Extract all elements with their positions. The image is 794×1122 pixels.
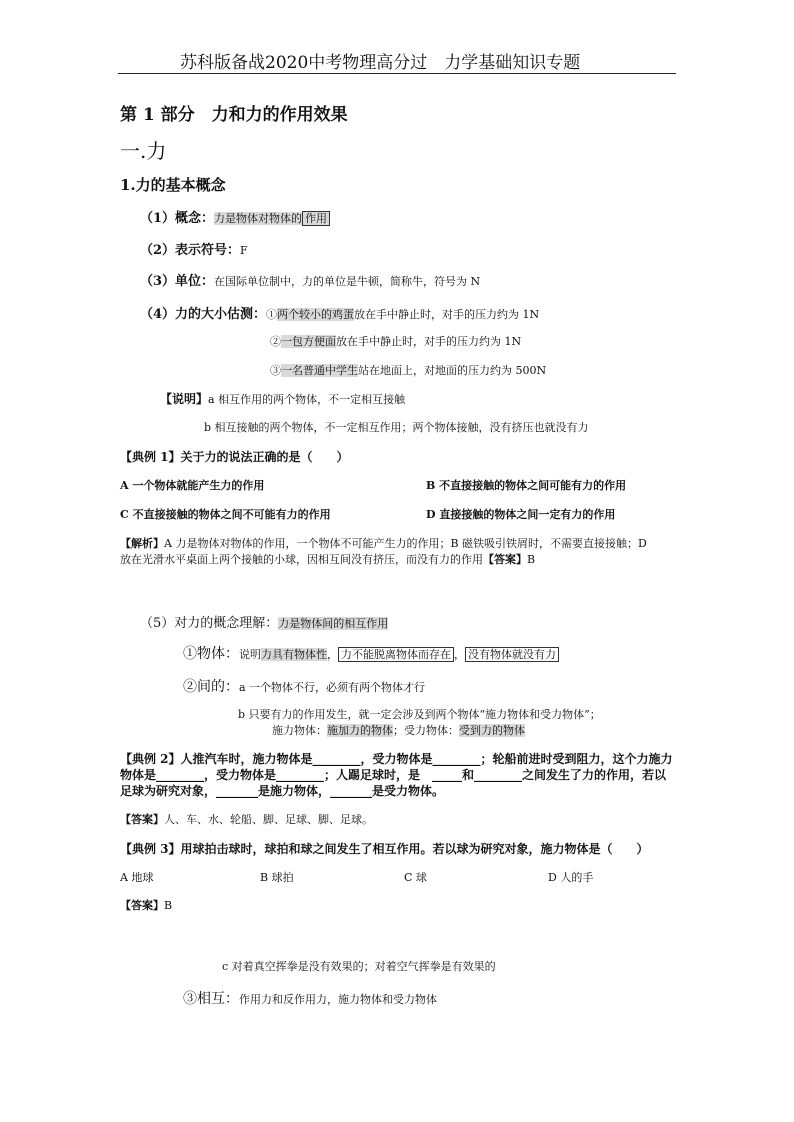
- between-line-b2: [272, 722, 525, 738]
- analysis-label: 【解析】: [120, 537, 164, 550]
- concept-label: （1）概念：: [140, 211, 215, 226]
- subsection-title: 1.力的基本概念: [120, 176, 226, 194]
- mutual-label: ③相互：: [183, 991, 239, 1007]
- note-line-a: [160, 390, 405, 407]
- understanding-label: （5）对力的概念理解：: [140, 616, 279, 631]
- object-pre: 说明: [239, 648, 261, 661]
- example3-option-c: C 球: [404, 871, 427, 884]
- estimate-pre: ③: [270, 364, 281, 377]
- note-line-b: b 相互接触的两个物体，不一定相互作用；两个物体接触，没有挤压也就没有力: [204, 421, 589, 434]
- example2-line2: 物体是________，受力物体是________；人踢足球时，是 _____和________之间发生了力的作用，若以: [120, 768, 667, 782]
- between-line-b: b 只要有力的作用发生，就一定会涉及到两个物体“施力物体和受力物体”；: [238, 708, 601, 721]
- object-boxed-2: 没有物体就没有力: [465, 647, 559, 662]
- example1-analysis-line2: [120, 551, 535, 567]
- section-title: 一.力: [120, 139, 167, 163]
- example3-option-d: D 人的手: [548, 871, 594, 884]
- object-label: ①物体：: [183, 646, 239, 662]
- estimate-line-3: [270, 362, 546, 378]
- page-header-title: 苏科版备战2020中考物理高分过 力学基础知识专题: [180, 53, 581, 73]
- example1-analysis-line1: [120, 535, 647, 551]
- unit-text: 在国际单位制中，力的单位是牛顿，简称牛，符号为 N: [214, 275, 481, 288]
- estimate-line-2: [270, 333, 521, 349]
- example2-answer-text: 人、车、水、轮船、脚、足球、脚、足球。: [164, 813, 373, 826]
- estimate-pre: ②: [270, 335, 281, 348]
- answer-value: B: [527, 553, 536, 566]
- example3-option-b: B 球拍: [260, 871, 294, 884]
- estimate-rest: 放在手中静止时，对手的压力约为 1N: [354, 308, 540, 321]
- object-boxed-1: 力不能脱离物体而存在: [338, 647, 454, 662]
- note-a-text: a 相互作用的两个物体，不一定相互接触: [208, 393, 406, 406]
- between-line-a: [183, 676, 425, 696]
- example2-line3: 足球为研究对象，_______是施力物体，_______是受力物体。: [120, 784, 445, 798]
- example1-label: 【典例 1】: [120, 450, 181, 464]
- symbol-line: [140, 239, 248, 258]
- between-b2-mid: ；受力物体：: [393, 724, 459, 737]
- concept-boxed-term: 作用: [302, 211, 330, 226]
- example1-option-a: A 一个物体就能产生力的作用: [120, 479, 265, 492]
- between-a-text: a 一个物体不行，必须有两个物体才行: [239, 681, 426, 694]
- example2-label: 【典例 2】: [120, 752, 181, 766]
- symbol-text: F: [240, 244, 248, 257]
- estimate-label: （4）力的大小估测：: [140, 307, 267, 322]
- example3-answer-label: 【答案】: [120, 899, 164, 912]
- example1-option-c: C 不直接接触的物体之间不可能有力的作用: [120, 508, 331, 521]
- estimate-rest: 站在地面上，对地面的压力约为 500N: [358, 364, 547, 377]
- example1-option-d: D 直接接触的物体之间一定有力的作用: [426, 508, 616, 521]
- example3-option-a: A 地球: [120, 871, 154, 884]
- part-title: 第 1 部分 力和力的作用效果: [120, 105, 348, 125]
- mutual-line: [183, 988, 437, 1008]
- analysis-text-1: A 力是物体对物体的作用，一个物体不可能产生力的作用；B 磁铁吸引铁屑时，不需要直接接触；D: [164, 537, 647, 550]
- note-label: 【说明】: [160, 392, 209, 406]
- understanding-line: [140, 612, 388, 631]
- estimate-highlight: 一包方便面: [281, 335, 336, 348]
- example1-option-b: B 不直接接触的物体之间可能有力的作用: [426, 479, 627, 492]
- example2-line1-text: 人推汽车时，施力物体是________，受力物体是________；轮船前进时受到阻力，这个力施力: [180, 752, 673, 766]
- concept-line: [140, 207, 330, 226]
- estimate-pre: ①: [266, 308, 278, 321]
- example2-answer: [120, 811, 373, 827]
- example3-answer: [120, 897, 172, 913]
- example3-answer-text: B: [164, 899, 173, 912]
- mutual-text: 作用力和反作用力，施力物体和受力物体: [239, 993, 437, 1006]
- estimate-highlight: 一名普通中学生: [281, 364, 358, 377]
- estimate-highlight: 两个较小的鸡蛋: [277, 308, 355, 321]
- example3-question-text: 用球拍击球时，球拍和球之间发生了相互作用。若以球为研究对象，施力物体是（ ）: [180, 842, 649, 856]
- example1-question: [120, 448, 349, 465]
- unit-line: [140, 270, 480, 289]
- example1-question-text: 关于力的说法正确的是（ ）: [180, 450, 349, 464]
- example2-answer-label: 【答案】: [120, 813, 164, 826]
- answer-label: 【答案】: [483, 553, 527, 566]
- object-highlight: 力具有物体性: [261, 648, 327, 661]
- example3-label: 【典例 3】: [120, 842, 181, 856]
- header-divider: [118, 73, 676, 74]
- understanding-highlight: 力是物体间的相互作用: [278, 617, 389, 630]
- punch-note: c 对着真空挥拳是没有效果的；对着空气挥拳是有效果的: [222, 960, 496, 973]
- between-label: ②间的：: [183, 679, 239, 695]
- estimate-line-1: [140, 303, 539, 322]
- estimate-rest: 放在手中静止时，对手的压力约为 1N: [336, 335, 522, 348]
- example3-question: [120, 840, 649, 857]
- between-b2-highlight-2: 受到力的物体: [459, 724, 525, 737]
- concept-text: 力是物体对物体的: [214, 212, 303, 225]
- example2-line1: [120, 750, 673, 767]
- between-b2-highlight-1: 施加力的物体: [327, 724, 393, 737]
- symbol-label: （2）表示符号：: [140, 243, 241, 258]
- unit-label: （3）单位：: [140, 274, 215, 289]
- object-line: ①物体：说明力具有物体性， 力不能脱离物体而存在 ， 没有物体就没有力: [183, 643, 559, 663]
- analysis-text-2: 放在光滑水平桌面上两个接触的小球，因相互间没有挤压，而没有力的作用: [120, 553, 483, 566]
- between-b2-pre: 施力物体：: [272, 724, 327, 737]
